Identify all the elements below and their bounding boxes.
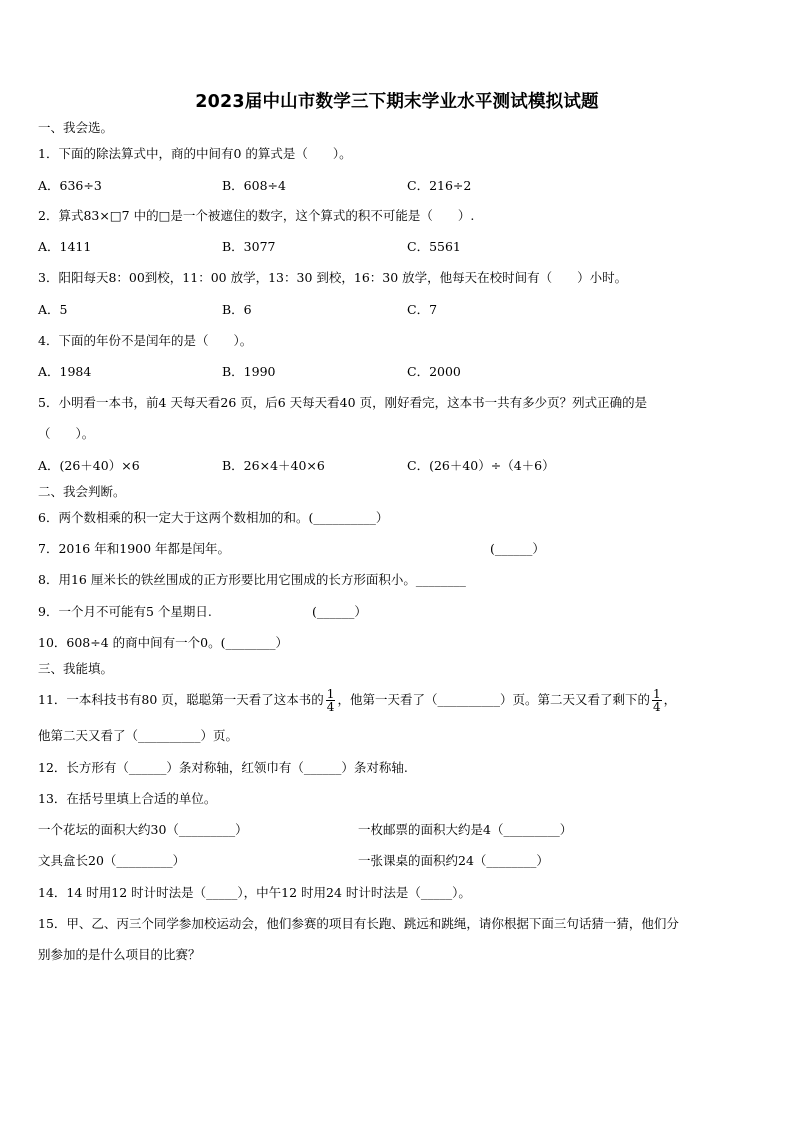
q5-option-c: C．(26＋40）÷（4＋6） — [407, 458, 555, 473]
q13-item-pencil-box: 文具盒长20（_________） — [38, 853, 186, 868]
question-11 — [38, 682, 676, 718]
q4-option-a: A．1984 — [38, 364, 92, 379]
q11-part3: ， — [663, 692, 677, 707]
fraction-one-quarter-2 — [652, 688, 662, 713]
q2-option-c: C．5561 — [407, 239, 461, 254]
question-13: 13．在括号里填上合适的单位。 — [38, 791, 217, 806]
question-2: 2．算式83×□7 中的□是一个被遮住的数字，这个算式的积不可能是（ ）. — [38, 208, 475, 223]
q3-option-a: A．5 — [38, 302, 68, 317]
q4-option-b: B．1990 — [222, 364, 276, 379]
fraction-numerator: 1 — [326, 687, 335, 701]
page-title: 2023届中山市数学三下期末学业水平测试模拟试题 — [195, 92, 599, 112]
section-heading-judge: 二、我会判断。 — [38, 484, 126, 499]
q5-option-b: B．26×4＋40×6 — [222, 458, 325, 473]
section-heading-choose: 一、我会选。 — [38, 120, 114, 135]
section-heading-fill: 三、我能填。 — [38, 661, 114, 676]
q1-option-a: A．636÷3 — [38, 178, 102, 193]
question-1: 1．下面的除法算式中，商的中间有0 的算式是（ ）。 — [38, 146, 352, 161]
question-8: 8．用16 厘米长的铁丝围成的正方形要比用它围成的长方形面积小。________ — [38, 572, 466, 587]
question-10: 10．608÷4 的商中间有一个0。(________） — [38, 635, 288, 650]
question-7: 7．2016 年和1900 年都是闰年。 — [38, 541, 231, 556]
fraction-denominator: 4 — [326, 700, 335, 714]
fraction-one-quarter — [326, 688, 336, 713]
question-14: 14．14 时用12 时计时法是（_____），中午12 时用24 时计时法是（_____）。 — [38, 885, 471, 900]
fraction-numerator: 1 — [652, 687, 661, 701]
question-15: 15．甲、乙、丙三个同学参加校运动会，他们参赛的项目有长跑、跳远和跳绳，请你根据下面三句话猜一猜，他们分 — [38, 916, 679, 931]
fraction-denominator: 4 — [652, 700, 661, 714]
question-5-continued: （ ）。 — [38, 426, 95, 441]
question-6: 6．两个数相乘的积一定大于这两个数相加的和。(__________） — [38, 510, 389, 525]
question-12: 12．长方形有（______）条对称轴，红领巾有（______）条对称轴. — [38, 760, 408, 775]
q2-option-b: B．3077 — [222, 239, 276, 254]
q13-item-desk: 一张课桌的面积约24（________） — [358, 853, 549, 868]
q5-option-a: A．(26＋40）×6 — [38, 458, 140, 473]
q13-item-flowerbed: 一个花坛的面积大约30（_________） — [38, 822, 248, 837]
question-4: 4．下面的年份不是闰年的是（ ）。 — [38, 333, 253, 348]
question-9: 9．一个月不可能有5 个星期日. — [38, 604, 212, 619]
question-15-continued: 别参加的是什么项目的比赛？ — [38, 947, 201, 962]
question-11-continued: 他第二天又看了（__________）页。 — [38, 728, 239, 743]
q1-option-b: B．608÷4 — [222, 178, 286, 193]
q11-part1: 11．一本科技书有80 页，聪聪第一天看了这本书的 — [38, 692, 324, 707]
q9-answer-blank[interactable]: (______） — [312, 604, 367, 619]
q7-answer-blank[interactable]: (______） — [490, 541, 545, 556]
q1-option-c: C．216÷2 — [407, 178, 472, 193]
q11-part2: ，他第一天看了（__________）页。第二天又看了剩下的 — [337, 692, 650, 707]
q13-item-stamp: 一枚邮票的面积大约是4（_________） — [358, 822, 573, 837]
question-3: 3．阳阳每天8：00到校，11：00 放学，13：30 到校，16：30 放学，他每天在校时间有（ ）小时。 — [38, 270, 628, 285]
question-5: 5．小明看一本书，前4 天每天看26 页，后6 天每天看40 页，刚好看完，这本书一共有多少页？列式正确的是 — [38, 395, 648, 410]
q4-option-c: C．2000 — [407, 364, 461, 379]
q3-option-c: C．7 — [407, 302, 438, 317]
q3-option-b: B．6 — [222, 302, 252, 317]
q2-option-a: A．1411 — [38, 239, 92, 254]
